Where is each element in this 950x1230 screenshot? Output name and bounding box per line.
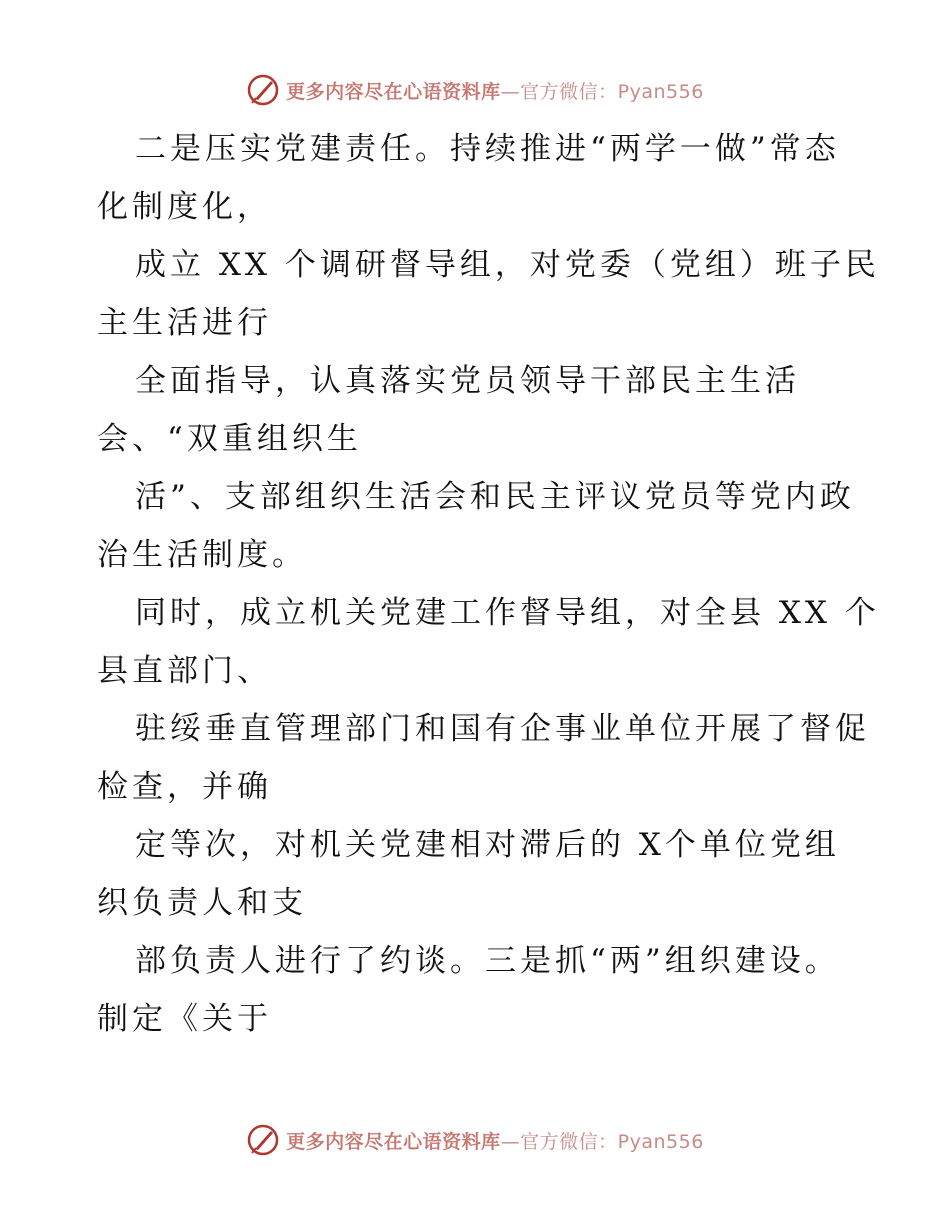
text-line-13: 定等次，对机关党建相对滞后的 X个单位党组: [135, 827, 840, 863]
text-line-10: 县直部门、: [97, 653, 272, 689]
header-watermark: [0, 70, 950, 110]
footer-watermark: [0, 1120, 950, 1160]
header-brand-text: 更多内容尽在心语资料库: [286, 80, 501, 103]
text-line-11: 驻绥垂直管理部门和国有企事业单位开展了督促: [135, 711, 870, 747]
text-line-16: 制定《关于: [97, 1001, 272, 1037]
footer-rest-text: —官方微信：Pyan556: [500, 1130, 704, 1153]
quill-logo-icon: [246, 1123, 280, 1157]
text-line-14: 织负责人和支: [97, 885, 307, 921]
text-line-2: 化制度化，: [97, 189, 272, 225]
text-line-15: 部负责人进行了约谈。三是抓“两”组织建设。: [135, 943, 840, 979]
footer-brand-text: 更多内容尽在心语资料库: [286, 1130, 501, 1153]
text-line-12: 检查，并确: [97, 769, 272, 805]
text-line-6: 会、“双重组织生: [97, 421, 362, 457]
document-body: [97, 120, 880, 1048]
text-line-3: 成立 XX 个调研督导组，对党委（党组）班子民: [135, 247, 880, 283]
text-line-1: 二是压实党建责任。持续推进“两学一做”常态: [135, 131, 840, 167]
text-line-4: 主生活进行: [97, 305, 272, 341]
text-line-8: 治生活制度。: [97, 537, 307, 573]
text-line-9: 同时，成立机关党建工作督导组，对全县 XX 个: [135, 595, 880, 631]
header-rest-text: —官方微信：Pyan556: [500, 80, 704, 103]
quill-logo-icon: [246, 73, 280, 107]
text-line-7: 活”、支部组织生活会和民主评议党员等党内政: [135, 479, 855, 515]
text-line-5: 全面指导，认真落实党员领导干部民主生活: [135, 363, 800, 399]
